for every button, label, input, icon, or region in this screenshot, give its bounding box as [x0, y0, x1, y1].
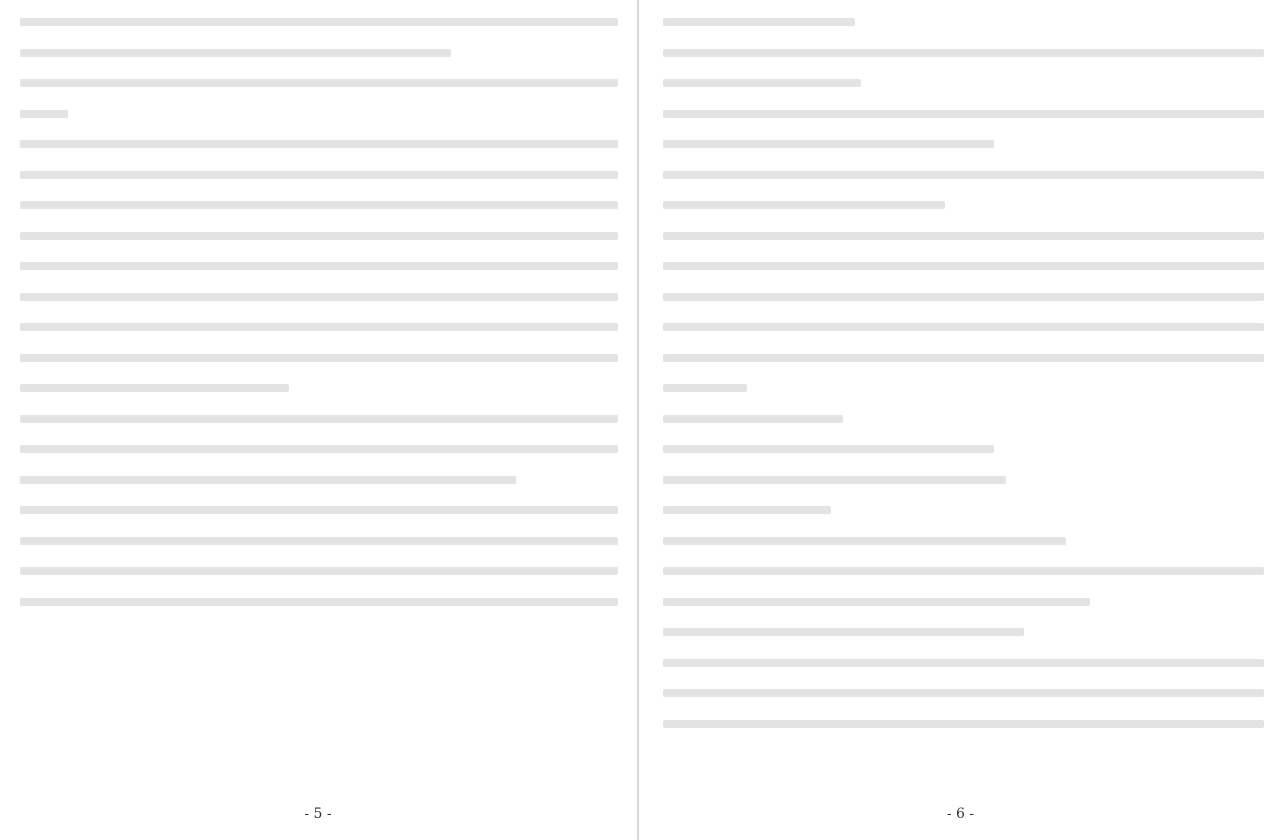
text-line-placeholder [663, 433, 1264, 464]
placeholder-bar [663, 79, 861, 87]
placeholder-bar [20, 201, 618, 209]
text-line-placeholder [663, 677, 1264, 708]
text-line-placeholder [20, 189, 618, 220]
text-line-placeholder [20, 555, 618, 586]
placeholder-bar [20, 445, 618, 453]
page-number: - 5 - [304, 806, 332, 822]
placeholder-bar [663, 384, 747, 392]
text-line-placeholder [663, 555, 1264, 586]
placeholder-bar [20, 537, 618, 545]
page-number: - 6 - [946, 806, 975, 822]
text-line-placeholder [663, 525, 1264, 556]
text-line-placeholder [663, 647, 1264, 678]
placeholder-bar [20, 598, 618, 606]
placeholder-bar [663, 323, 1264, 331]
text-line-placeholder [20, 464, 618, 495]
placeholder-bar [20, 232, 618, 240]
text-line-placeholder [663, 586, 1264, 617]
placeholder-bar [663, 567, 1264, 575]
text-line-placeholder [663, 281, 1264, 312]
placeholder-bar [663, 232, 1264, 240]
placeholder-bar [663, 354, 1264, 362]
text-line-placeholder [663, 464, 1264, 495]
text-line-placeholder [20, 159, 618, 190]
placeholder-bar [663, 445, 994, 453]
placeholder-bar [663, 140, 994, 148]
placeholder-bar [20, 49, 451, 57]
text-line-placeholder [20, 372, 618, 403]
placeholder-bar [663, 110, 1264, 118]
placeholder-bar [663, 262, 1264, 270]
text-line-placeholder [663, 616, 1264, 647]
placeholder-bar [20, 384, 289, 392]
text-line-placeholder [663, 67, 1264, 98]
placeholder-bar [20, 354, 618, 362]
text-line-placeholder [663, 342, 1264, 373]
placeholder-bar [663, 18, 855, 26]
placeholder-bar [663, 476, 1006, 484]
text-line-placeholder [663, 189, 1264, 220]
text-line-placeholder [663, 708, 1264, 739]
text-line-placeholder [20, 586, 618, 617]
text-line-placeholder [20, 525, 618, 556]
text-line-placeholder [663, 6, 1264, 37]
text-line-placeholder [663, 311, 1264, 342]
placeholder-bar [20, 567, 618, 575]
placeholder-bar [663, 628, 1024, 636]
placeholder-bar [20, 415, 618, 423]
page-body [663, 6, 1264, 738]
placeholder-bar [20, 110, 68, 118]
placeholder-bar [663, 659, 1264, 667]
placeholder-bar [20, 262, 618, 270]
placeholder-bar [663, 201, 945, 209]
placeholder-bar [20, 476, 516, 484]
text-line-placeholder [20, 6, 618, 37]
placeholder-bar [20, 171, 618, 179]
placeholder-bar [663, 415, 843, 423]
text-line-placeholder [20, 250, 618, 281]
text-line-placeholder [20, 433, 618, 464]
placeholder-bar [663, 537, 1066, 545]
text-line-placeholder [20, 342, 618, 373]
text-line-placeholder [663, 494, 1264, 525]
text-line-placeholder [663, 220, 1264, 251]
placeholder-bar [20, 293, 618, 301]
page-divider [637, 0, 639, 840]
placeholder-bar [663, 720, 1264, 728]
text-line-placeholder [663, 98, 1264, 129]
placeholder-bar [663, 293, 1264, 301]
text-line-placeholder [663, 37, 1264, 68]
text-line-placeholder [20, 220, 618, 251]
text-line-placeholder [20, 403, 618, 434]
placeholder-bar [663, 49, 1264, 57]
text-line-placeholder [663, 250, 1264, 281]
text-line-placeholder [20, 494, 618, 525]
document-page-right [641, 0, 1280, 840]
placeholder-bar [663, 506, 831, 514]
text-line-placeholder [663, 372, 1264, 403]
placeholder-bar [663, 171, 1264, 179]
placeholder-bar [20, 140, 618, 148]
text-line-placeholder [663, 128, 1264, 159]
placeholder-bar [20, 323, 618, 331]
text-line-placeholder [20, 98, 618, 129]
placeholder-bar [20, 79, 618, 87]
placeholder-bar [20, 506, 618, 514]
text-line-placeholder [20, 311, 618, 342]
placeholder-bar [663, 689, 1264, 697]
placeholder-bar [663, 598, 1090, 606]
placeholder-bar [20, 18, 618, 26]
text-line-placeholder [20, 67, 618, 98]
text-line-placeholder [20, 281, 618, 312]
document-page-left [0, 0, 636, 840]
text-line-placeholder [20, 128, 618, 159]
text-line-placeholder [663, 159, 1264, 190]
text-line-placeholder [663, 403, 1264, 434]
page-body [20, 6, 618, 616]
text-line-placeholder [20, 37, 618, 68]
